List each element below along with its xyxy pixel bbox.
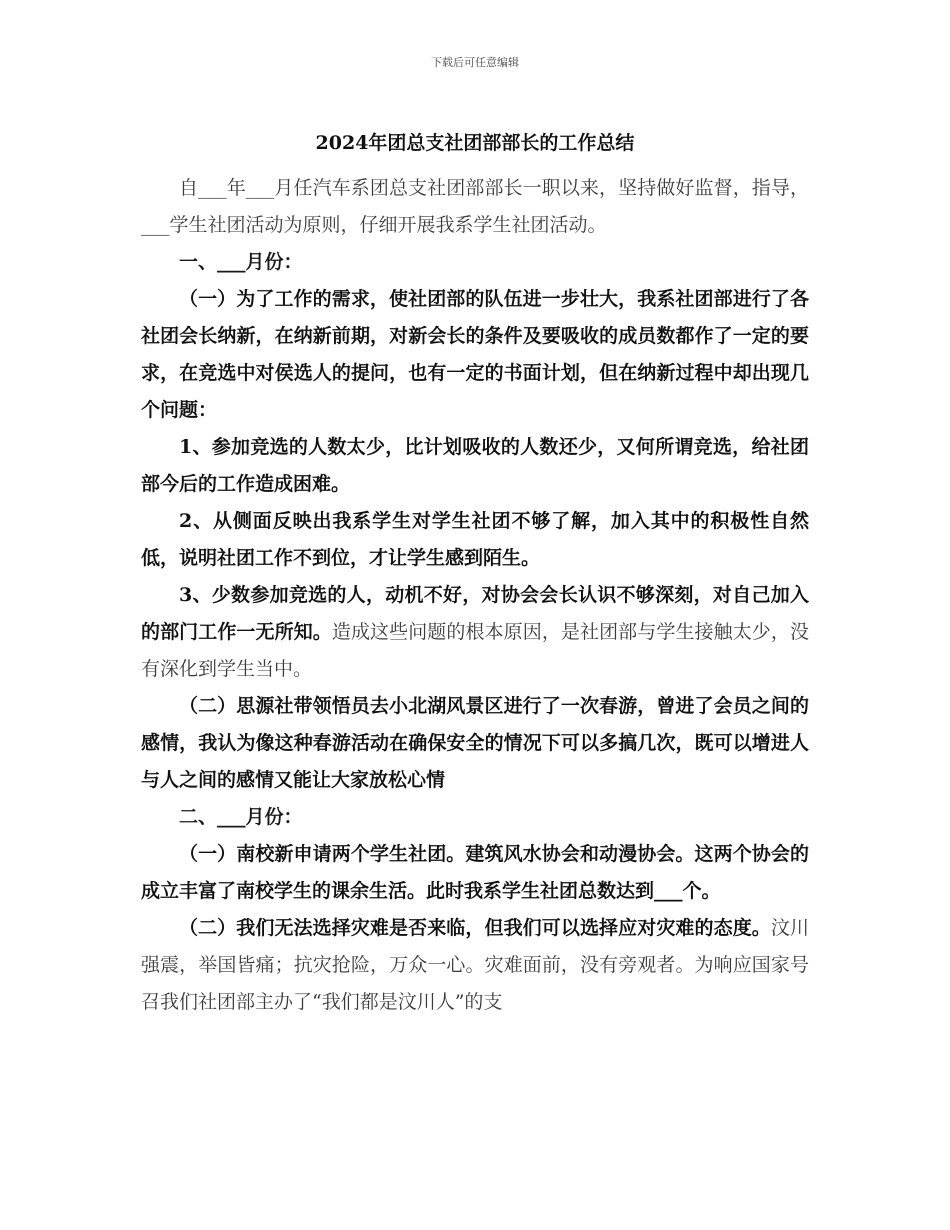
paragraph-4-plain: 造成这些问题的根本原因，是社团部与学生接触太少，没有深化到学生当中。 (141, 621, 809, 680)
section-heading-2: 二、___月份： (179, 806, 303, 828)
paragraph-2: 1、参加竞选的人数太少，比计划吸收的人数还少，又何所谓竞选，给社团部今后的工作造成困难。 (141, 436, 809, 495)
document-title: 2024年团总支社团部部长的工作总结 (315, 132, 635, 154)
paragraph-7 (141, 910, 809, 1021)
paragraph-1: （一）为了工作的需求，使社团部的队伍进一步壮大，我系社团部进行了各社团会长纳新，在纳新前期，对新会长的条件及要吸收的成员数都作了一定的要求，在竞选中对侯选人的提问，也有一定的书面计划，但在纳新过程中却出现几个问题： (141, 288, 809, 421)
paragraph-4-bold: 3、少数参加竞选的人，动机不好，对协会会长认识不够深刻，对自己加入的部门工作一无所知。 (141, 584, 809, 643)
paragraph-6: （一）南校新申请两个学生社团。建筑风水协会和动漫协会。这两个协会的成立丰富了南校学生的课余生活。此时我系学生社团总数达到___个。 (141, 843, 809, 902)
paragraph-4 (141, 577, 809, 688)
section-heading-1: 一、___月份： (179, 251, 303, 273)
paragraph-7-plain: 汶川强震，举国皆痛；抗灾抢险，万众一心。灾难面前，没有旁观者。为响应国家号召我们社团部主办了“我们都是汶川人”的支 (141, 917, 809, 1013)
paragraph-7-bold: （二）我们无法选择灾难是否来临，但我们可以选择应对灾难的态度。 (179, 917, 771, 939)
paragraph-3: 2、从侧面反映出我系学生对学生社团不够了解，加入其中的积极性自然低，说明社团工作不到位，才让学生感到陌生。 (141, 510, 809, 569)
document-body (141, 170, 809, 1021)
page-header-note: 下载后可任意编辑 (431, 56, 519, 69)
intro-paragraph: 自___年___月任汽车系团总支社团部部长一职以来，坚持做好监督，指导，___学生社团活动为原则，仔细开展我系学生社团活动。 (141, 177, 809, 236)
paragraph-5: （二）思源社带领悟员去小北湖风景区进行了一次春游，曾进了会员之间的感情，我认为像这种春游活动在确保安全的情况下可以多搞几次，既可以增进人与人之间的感情又能让大家放松心情 (141, 695, 809, 791)
